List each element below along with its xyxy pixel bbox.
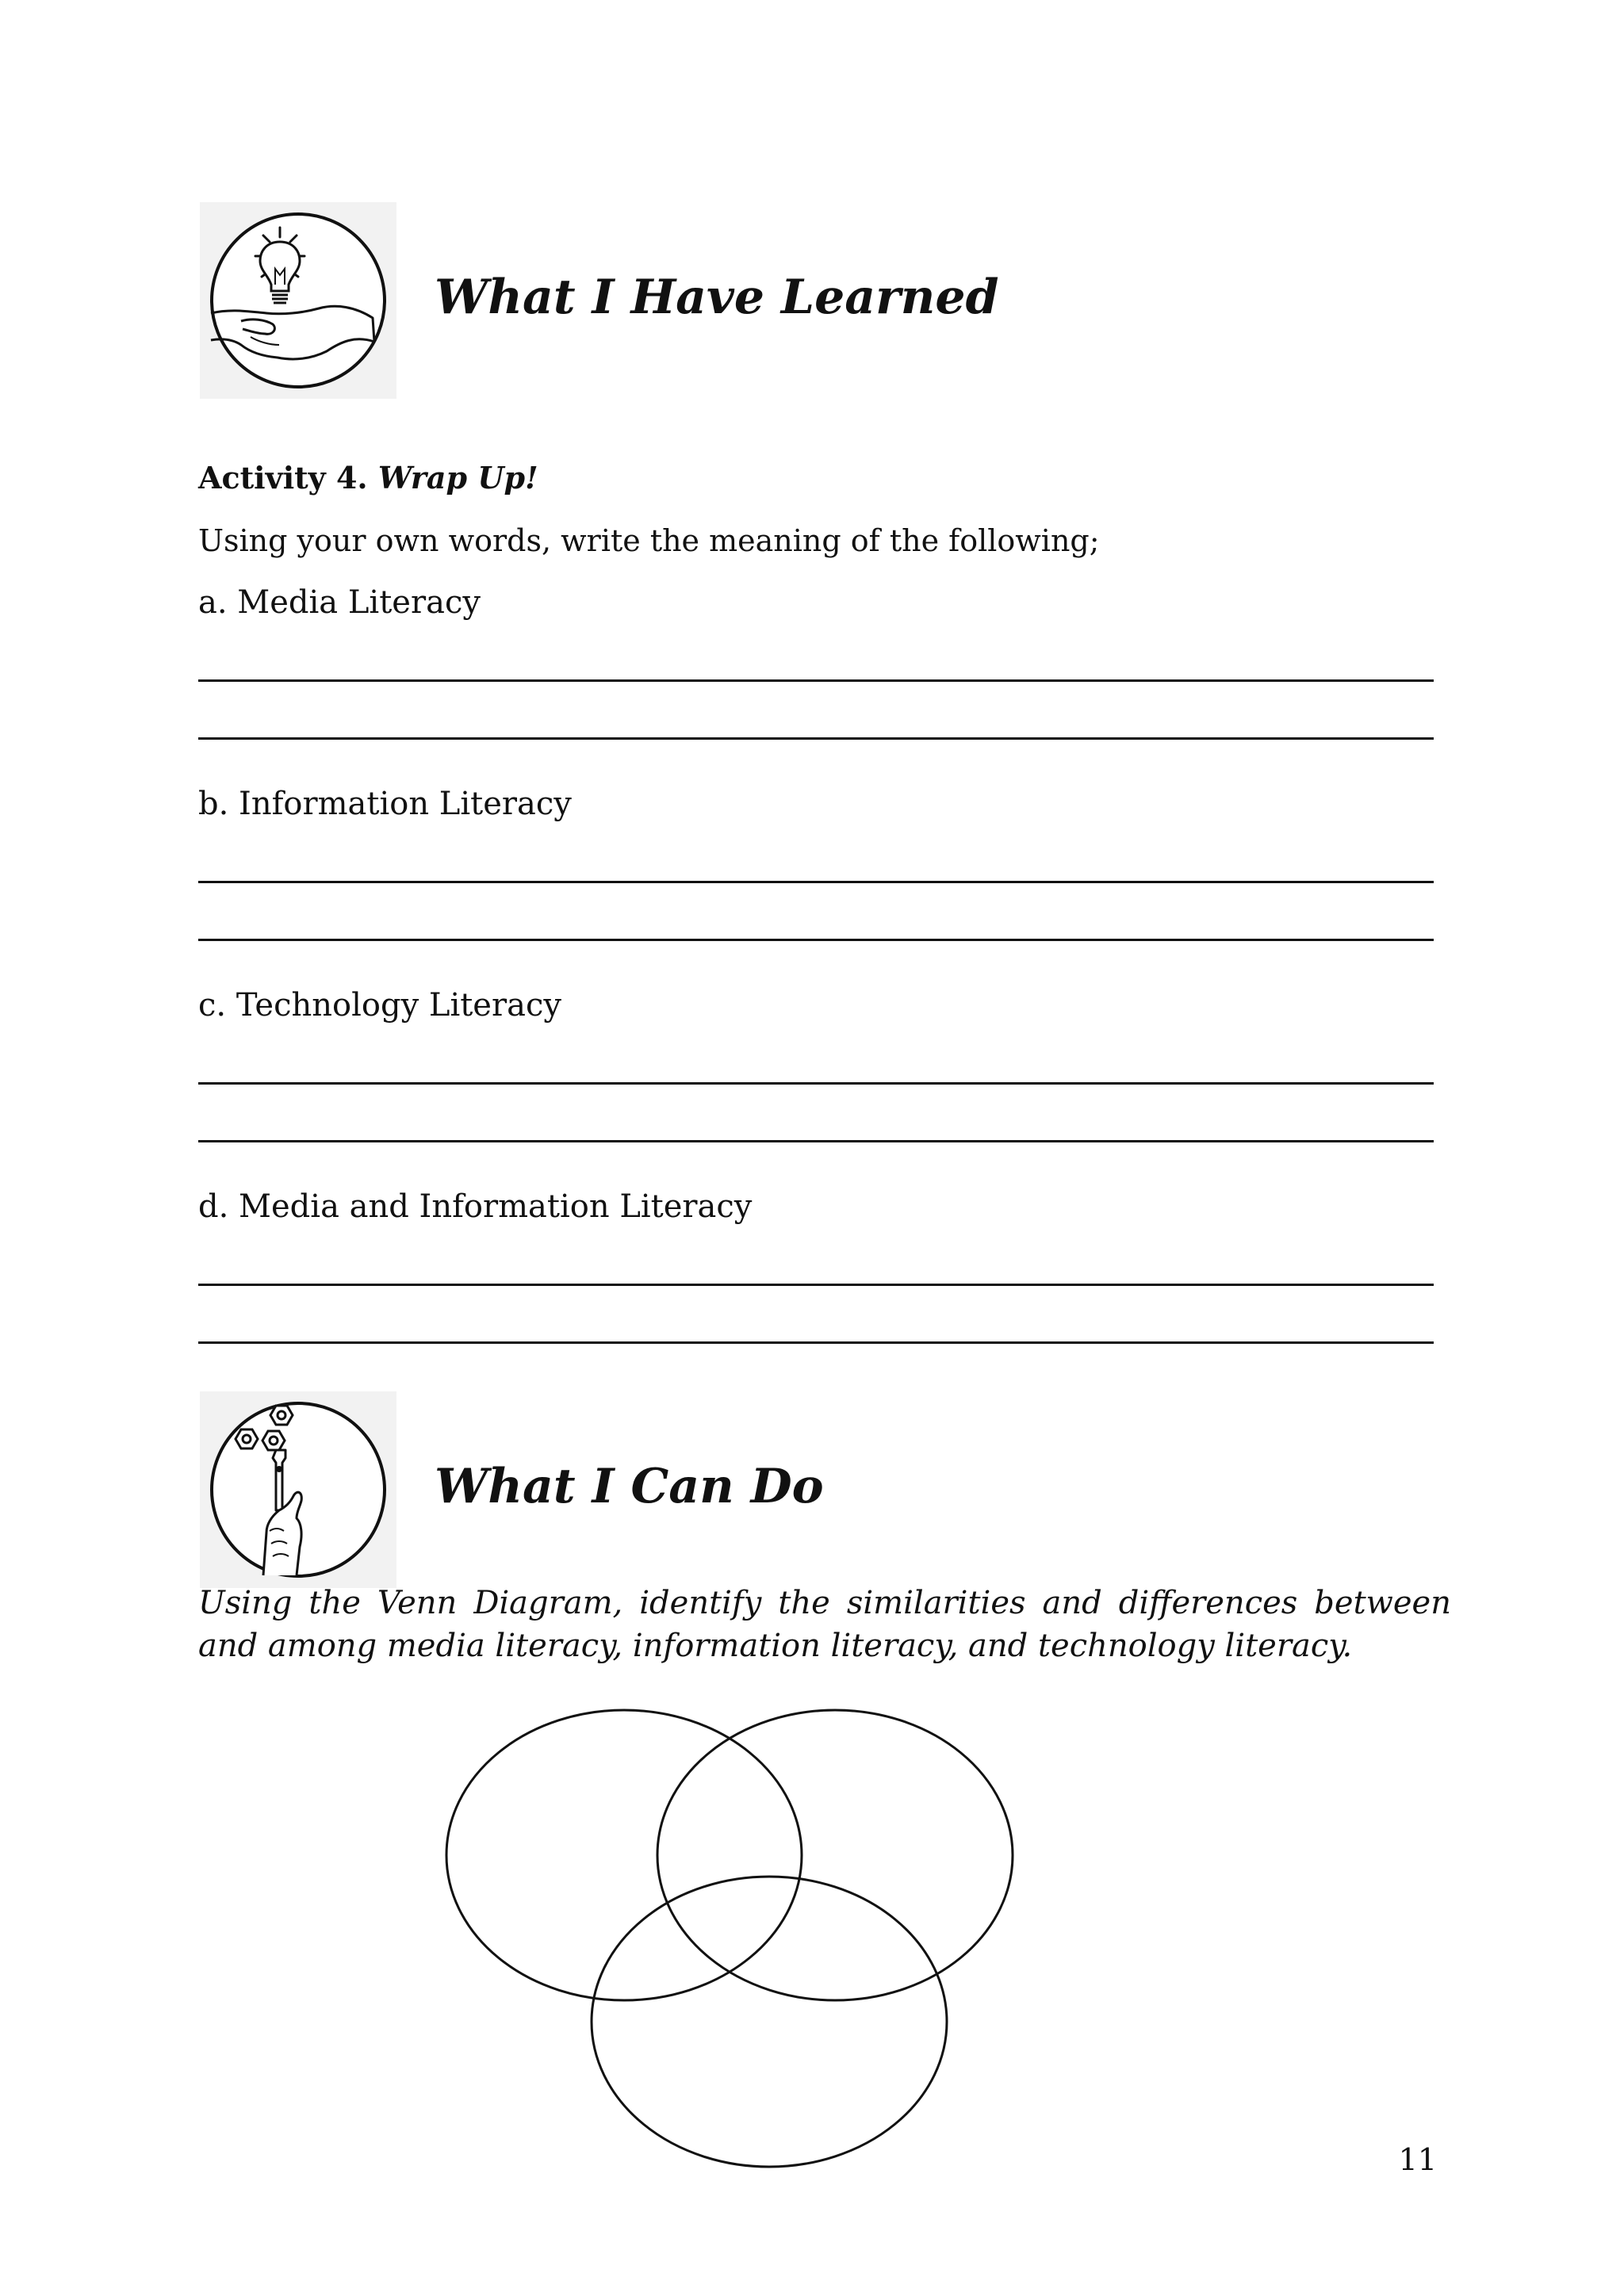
activity-name: Wrap Up! [377,460,538,496]
answer-line[interactable] [198,881,1434,883]
hand-with-wrench-icon [200,1391,396,1588]
activity-heading [198,458,538,498]
answer-line[interactable] [198,679,1434,682]
activity-number: Activity 4. [198,460,368,496]
venn-circle-top-right[interactable] [657,1710,1013,2000]
answer-line[interactable] [198,737,1434,740]
lightbulb-in-hand-icon [200,202,396,399]
answer-line[interactable] [198,1284,1434,1286]
answer-line[interactable] [198,1082,1434,1085]
section-title-what-i-can-do: What I Can Do [435,1459,824,1514]
item-label-media-and-information-literacy: d. Media and Information Literacy [198,1188,753,1225]
section-title-what-i-have-learned: What I Have Learned [435,270,999,325]
activity-instructions: Using your own words, write the meaning of the following; [198,523,1100,558]
page-number: 11 [1398,2142,1437,2177]
item-label-information-literacy: b. Information Literacy [198,786,572,822]
venn-circle-top-left[interactable] [446,1710,802,2000]
answer-line[interactable] [198,939,1434,941]
venn-circle-bottom[interactable] [592,1877,947,2167]
answer-line[interactable] [198,1140,1434,1142]
venn-diagram [436,1705,1023,2180]
answer-line[interactable] [198,1341,1434,1344]
item-label-technology-literacy: c. Technology Literacy [198,987,561,1024]
venn-task-instructions: Using the Venn Diagram, identify the similarities and differences between and among media literacy, information literacy, and technology literacy. [198,1585,1451,1664]
item-label-media-literacy: a. Media Literacy [198,584,481,621]
